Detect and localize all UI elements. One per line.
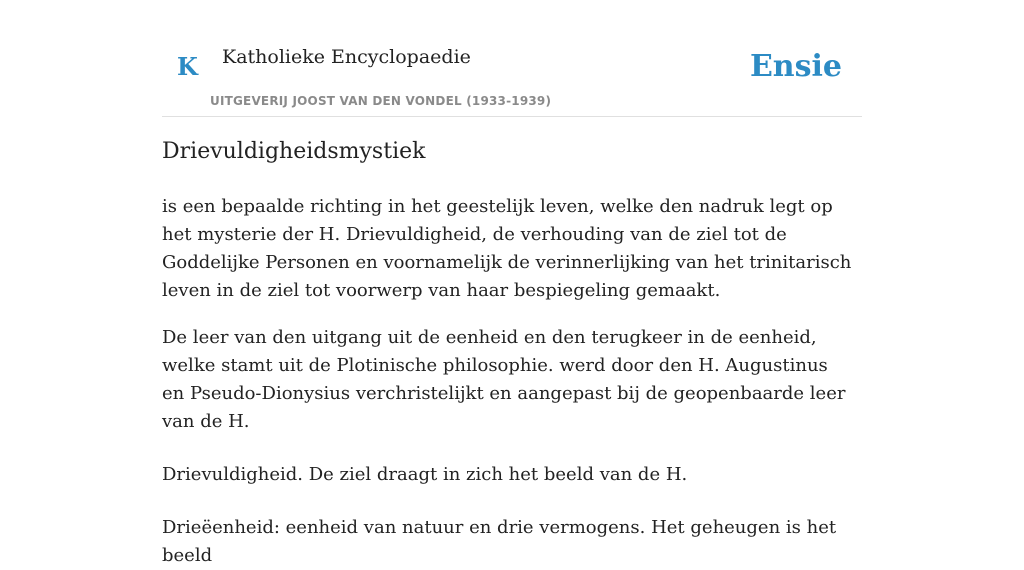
site-header — [162, 0, 862, 117]
article — [162, 138, 852, 570]
article-paragraph: Drievuldigheid. De ziel draagt in zich het beeld van de H. — [162, 464, 688, 485]
logo-icon[interactable]: K — [177, 52, 198, 81]
article-paragraph: is een bepaalde richting in het geestelijk leven, welke den nadruk legt op het mysterie der H. Drievuldigheid, de verhouding van de ziel tot de Goddelijke Personen en voornamelijk de verinnerlijking van het trinitarisch leven in de ziel tot voorwerp van haar bespiegeling gemaakt. — [162, 196, 852, 301]
article-paragraph: Drieëenheid: eenheid van natuur en drie vermogens. Het geheugen is het beeld — [162, 517, 837, 566]
publisher-label: UITGEVERIJ JOOST VAN DEN VONDEL (1933-1939) — [210, 94, 552, 108]
article-title: Drievuldigheidsmystiek — [162, 139, 426, 164]
article-paragraph: De leer van den uitgang uit de eenheid en den terugkeer in de eenheid, welke stamt uit de Plotinische philosophie. werd door den H. Augustinus en Pseudo-Dionysius verchristelijkt en aangepast bij de geopenbaarde leer van de H. — [162, 327, 846, 432]
site-title-link[interactable]: Katholieke Encyclopaedie — [222, 46, 471, 68]
brand-logo-link[interactable]: Ensie — [749, 49, 842, 84]
